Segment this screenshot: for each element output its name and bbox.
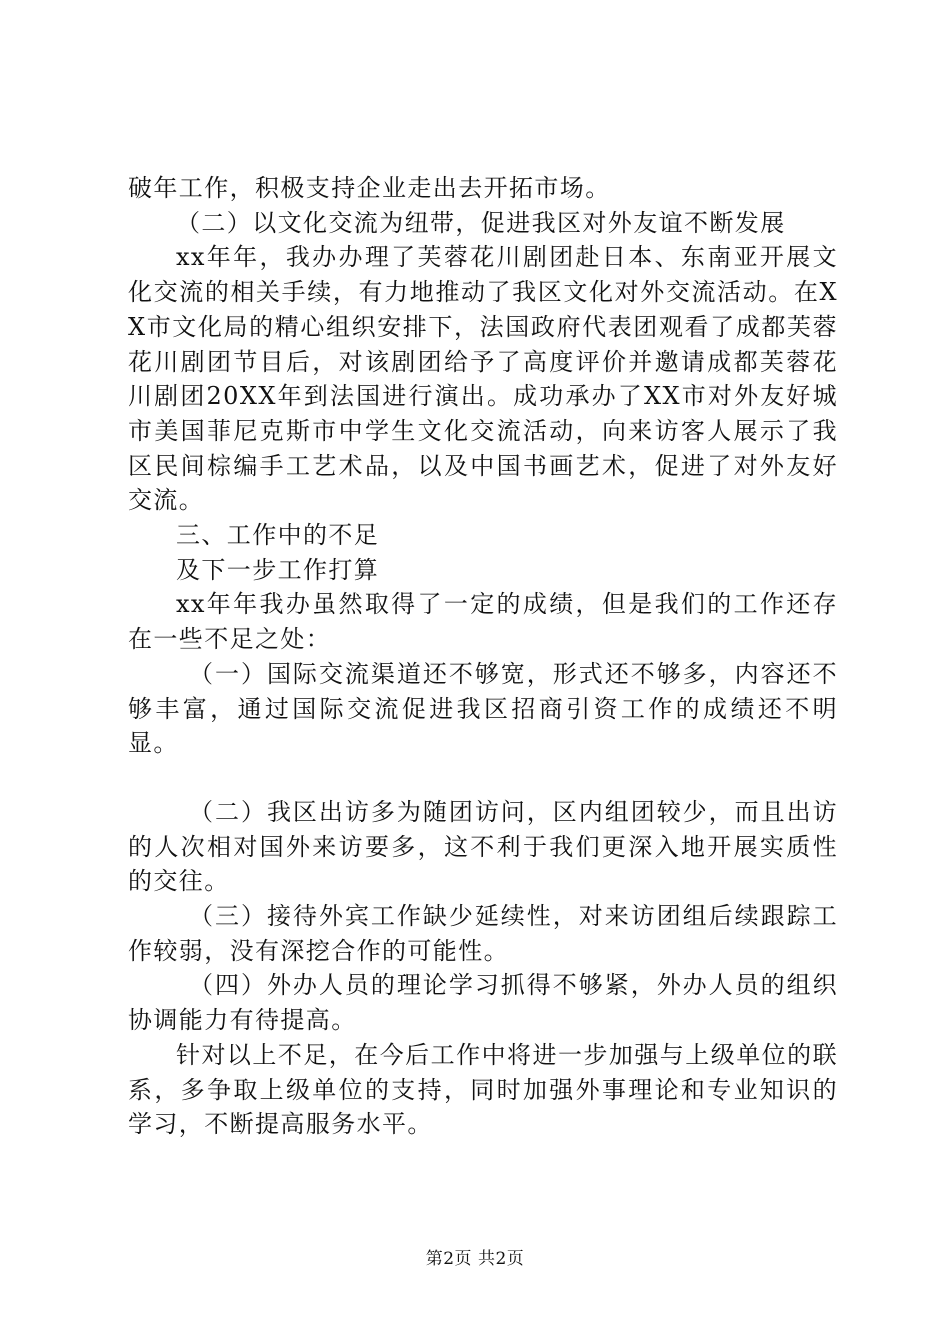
section-heading-cultural-exchange: （二）以文化交流为纽带，促进我区对外友谊不断发展 xyxy=(176,208,786,237)
page-number-footer: 第2页 共2页 xyxy=(425,1249,525,1269)
paragraph-shortcomings-intro: xx年年我办虽然取得了一定的成绩，但是我们的工作还存在一些不足之处： xyxy=(128,590,838,654)
document-body xyxy=(128,171,838,1142)
paragraph-shortcoming-3: （三）接待外宾工作缺少延续性，对来访团组后续跟踪工作较弱，没有深挖合作的可能性。 xyxy=(128,902,838,965)
paragraph-cultural-exchange: xx年年，我办办理了芙蓉花川剧团赴日本、东南亚开展文化交流的相关手续，有力地推动了我区文化对外交流活动。在XX市文化局的精心组织安排下，法国政府代表团观看了成都芙蓉花川剧团节目后，对该剧团给予了高度评价并邀请成都芙蓉花川剧团20XX年到法国进行演出。成功承办了XX市对外友好城市美国菲尼克斯市中学生文化交流活动，向来访客人展示了我区民间棕编手工艺术品，以及中国书画艺术，促进了对外友好交流。 xyxy=(128,243,838,515)
section-heading-shortcomings: 三、工作中的不足 xyxy=(176,521,380,550)
section-heading-next-steps: 及下一步工作打算 xyxy=(176,555,380,584)
paragraph-conclusion: 针对以上不足，在今后工作中将进一步加强与上级单位的联系，多争取上级单位的支持，同时加强外事理论和专业知识的学习，不断提高服务水平。 xyxy=(128,1040,838,1139)
paragraph-shortcoming-1: （一）国际交流渠道还不够宽，形式还不够多，内容还不够丰富，通过国际交流促进我区招商引资工作的成绩还不明显。 xyxy=(128,659,838,758)
paragraph-continuation: 破年工作，积极支持企业走出去开拓市场。 xyxy=(128,174,611,202)
paragraph-shortcoming-2: （二）我区出访多为随团访问，区内组团较少，而且出访的人次相对国外来访要多，这不利于我们更深入地开展实质性的交往。 xyxy=(128,797,838,896)
paragraph-shortcoming-4: （四）外办人员的理论学习抓得不够紧，外办人员的组织协调能力有待提高。 xyxy=(128,971,838,1035)
